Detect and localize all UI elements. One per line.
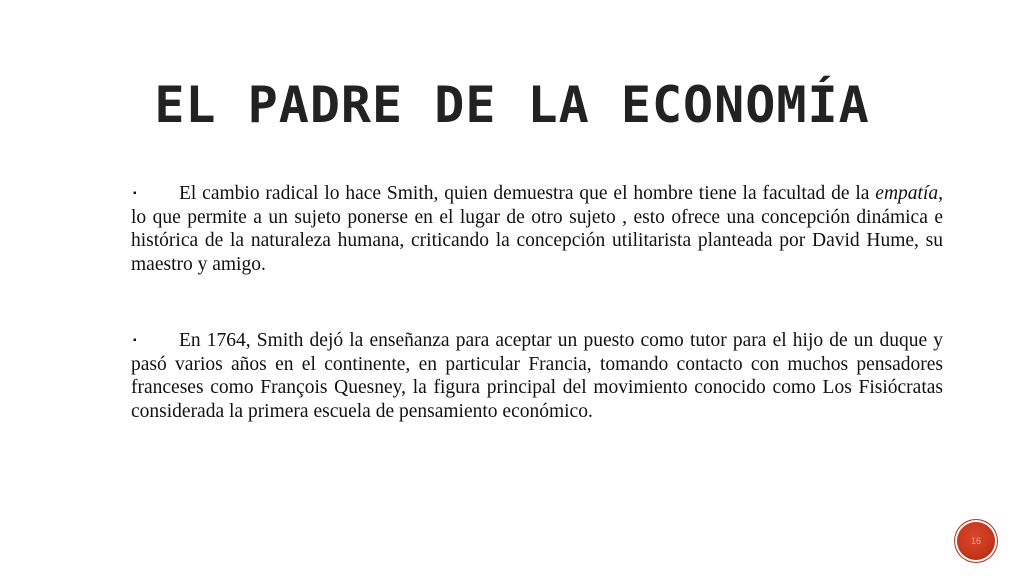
emphasis-text: empatía <box>875 183 939 204</box>
page-number: 16 <box>970 536 981 546</box>
slide-title: EL PADRE DE LA ECONOMÍA <box>154 76 870 134</box>
page-number-badge <box>957 522 995 560</box>
paragraph-text: En 1764, Smith dejó la enseñanza para aceptar un puesto como tutor para el hijo de un duque y pasó varios años en el continente, en particular Francia, tomando contacto con muchos pensadores franceses como François Quesney, la figura principal del movimiento conocido como Los Fisiócratas considerada la primera escuela de pensamiento económico. <box>131 330 943 422</box>
paragraph-smith-empathy <box>131 182 943 276</box>
paragraph-smith-1764 <box>131 329 943 423</box>
paragraph-text: , lo que permite a un sujeto ponerse en el lugar de otro sujeto , esto ofrece una concepción dinámica e histórica de la naturaleza humana, criticando la concepción utilitarista planteada por David Hume, su maestro y amigo. <box>131 183 943 275</box>
bullet-icon: ▪ <box>133 188 137 199</box>
paragraph-text: El cambio radical lo hace Smith, quien demuestra que el hombre tiene la facultad de la <box>179 183 876 204</box>
bullet-icon: ▪ <box>133 335 137 346</box>
slide-content <box>131 182 943 423</box>
